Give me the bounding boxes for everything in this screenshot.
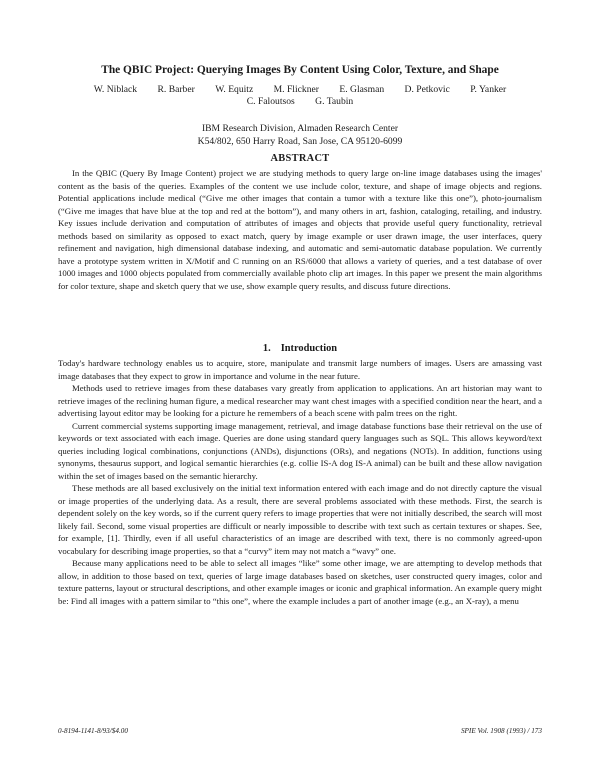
paragraph: Methods used to retrieve images from these databases vary greatly from application to applications. An art historian may want to retrieve images of the reclining human figure, a medical researcher may want chest images with a specified condition near the heart, and a advertising layout editor may be looking for a picture he remembers of a beach scene with palm trees on the right. — [58, 383, 542, 418]
author-name: E. Glasman — [339, 84, 385, 95]
section-heading-introduction — [0, 343, 600, 354]
author-name: C. Faloutsos — [246, 96, 295, 107]
paragraph: Because many applications need to be able to select all images “like” some other image, we are attempting to develop methods that allow, in addition to those based on text, queries of large image databases based on sketches, user constructed query images, color and texture patterns, layout or structural descriptions, and other example images or iconic and graphical information. An example query might be: Find all images with a pattern similar to “this one”, where the example includes a part of another image (e.g., an X-ray), a menu — [58, 558, 542, 606]
author-list — [40, 84, 560, 108]
author-name: M. Flickner — [273, 84, 319, 95]
author-name: D. Petkovic — [404, 84, 450, 95]
affiliation-address: K54/802, 650 Harry Road, San Jose, CA 95120-6099 — [197, 135, 403, 147]
paragraph: Current commercial systems supporting image management, retrieval, and image database functions base their retrieval on the use of keywords or text associated with each image. Queries are done using standard query languages such as SQL. This allows keyword/text queries including logical combinations, conjunctions (ANDs), disjunctions (ORs), and negations (NOTs). In addition, functions using synonyms, thesaurus support, and logical semantic hierarchies (e.g. collie IS-A dog IS-A animal) can be built and these allow navigation within the set of images based on the semantic hierarchy. — [58, 420, 542, 481]
paragraph: These methods are all based exclusively on the initial text information entered with each image and do not directly capture the visual or image properties of the underlying data. As a result, there are several problems associated with these methods. First, the search is dependent solely on the key words, so if the current query refers to image properties that were not initially described, the search will most likely fail. Second, some visual properties are difficult or nearly impossible to describe with text such as certain textures or shapes. See, for example, [1]. Thirdly, even if all useful characteristics of an image are described with text, there is no commonly agreed-upon vocabulary for describing image properties, so that a “curvy” item may not match a “wavy” one. — [58, 483, 542, 556]
section-number: 1. — [262, 343, 271, 354]
introduction-body — [58, 357, 542, 607]
footer-isbn: 0-8194-1141-8/93/$4.00 — [58, 727, 128, 735]
abstract-heading: ABSTRACT — [270, 153, 330, 164]
paragraph: Today's hardware technology enables us to acquire, store, manipulate and transmit large numbers of images. Users are amassing vast image databases that they expect to grow in importance and volume in the near future. — [58, 358, 542, 381]
abstract-text: In the QBIC (Query By Image Content) project we are studying methods to query large on-line image databases using the images' content as the basis of the queries. Examples of the content we use include color, texture, and shape of image objects and regions. Potential applications include medical (“Give me other images that contain a tumor with a texture like this one”), photo-journalism (“Give me images that have blue at the top and red at the bottom”), and many others in art, fashion, cataloging, retailing, and industry. Key issues include derivation and computation of attributes of images and objects that provide useful query functionality, retrieval methods based on similarity as opposed to exact match, query by image example or user drawn image, the user interfaces, query refinement and navigation, high dimensional database indexing, and automatic and semi-automatic database population. We currently have a prototype system written in X/Motif and C running on an RS/6000 that allows a variety of queries, and a test database of over 1000 images and 1000 objects populated from commercially available photo clip art images. In this paper we present the main algorithms for color texture, shape and sketch query that we use, show example query results, and discuss future directions. — [58, 168, 542, 291]
affiliation-org: IBM Research Division, Almaden Research Center — [201, 123, 399, 134]
footer-page-ref: SPIE Vol. 1908 (1993) / 173 — [460, 727, 542, 735]
author-name: R. Barber — [157, 84, 195, 95]
author-name: W. Equitz — [215, 84, 254, 95]
author-name: W. Niblack — [93, 84, 138, 95]
section-title: Introduction — [280, 343, 338, 354]
paper-title: The QBIC Project: Querying Images By Content Using Color, Texture, and Shape — [101, 64, 499, 76]
author-name: G. Taubin — [315, 96, 354, 107]
affiliation — [40, 123, 560, 148]
author-name: P. Yanker — [470, 84, 507, 95]
